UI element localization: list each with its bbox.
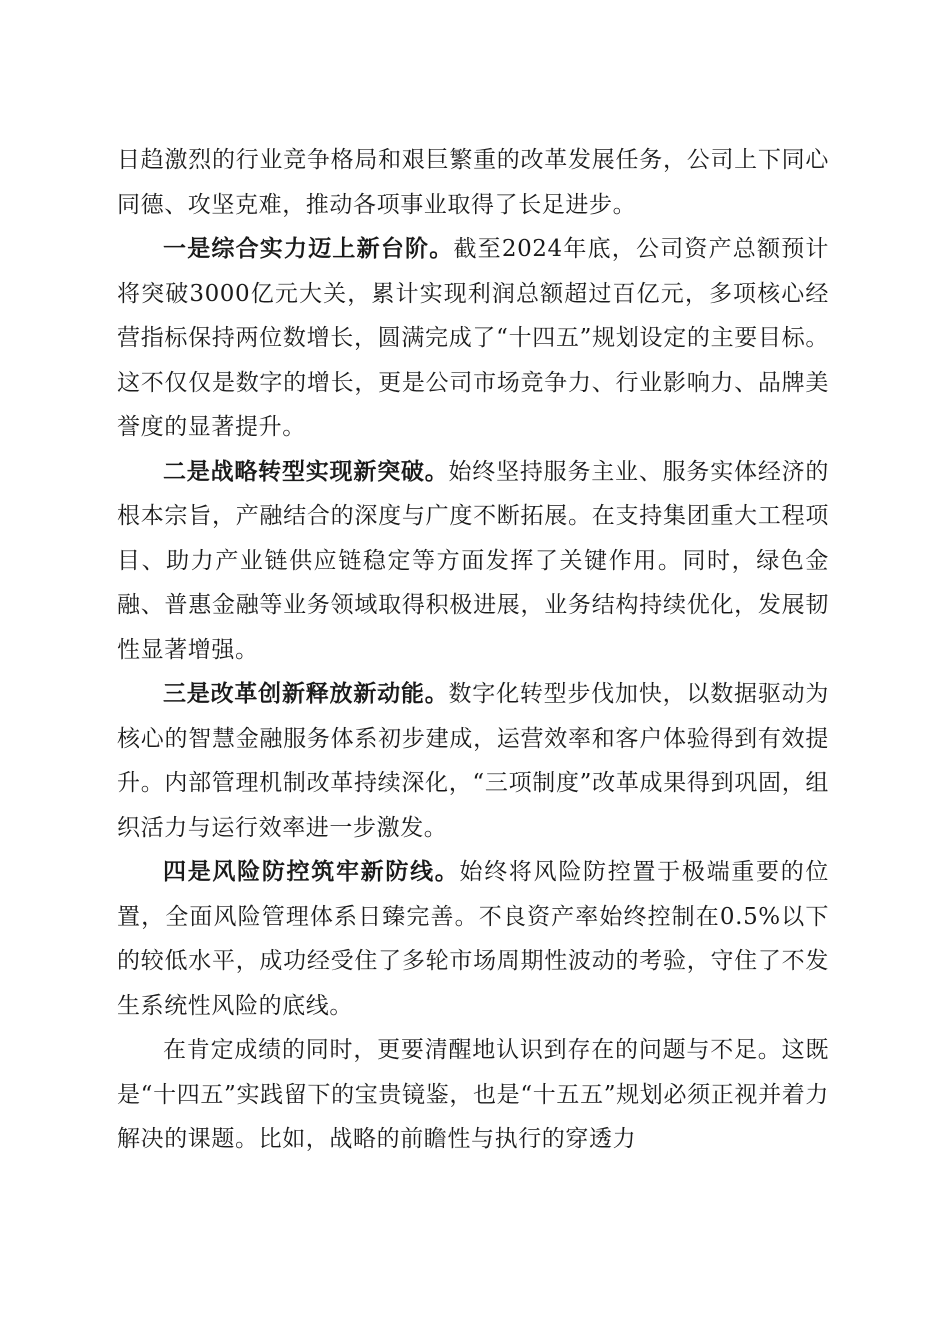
paragraph-text: 始终将风险防控置于极端重要的位置，全面风险管理体系日臻完善。不良资产率始终控制在0.5%以下的较低水平，成功经受住了多轮市场周期性波动的考验，守住了不发生系统性风险的底线。 <box>117 859 830 1019</box>
paragraph-lead: 一是综合实力迈上新台阶。 <box>163 235 454 262</box>
document-body <box>117 138 829 1162</box>
paragraph-lead: 四是风险防控筑牢新防线。 <box>163 858 460 885</box>
paragraph-text: 始终坚持服务主业、服务实体经济的根本宗旨，产融结合的深度与广度不断拓展。在支持集团重大工程项目、助力产业链供应链稳定等方面发挥了关键作用。同时，绿色金融、普惠金融等业务领域取得积极进展，业务结构持续优化，发展韧性显著增强。 <box>117 458 829 663</box>
paragraph-shortcomings <box>117 1028 829 1162</box>
paragraph-text: 在肯定成绩的同时，更要清醒地认识到存在的问题与不足。这既是“十四五”实践留下的宝贵镜鉴，也是“十五五”规划必须正视并着力解决的课题。比如，战略的前瞻性与执行的穿透力 <box>117 1037 829 1152</box>
paragraph-text: 数字化转型步伐加快，以数据驱动为核心的智慧金融服务体系初步建成，运营效率和客户体验得到有效提升。内部管理机制改革持续深化，“三项制度”改革成果得到巩固，组织活力与运行效率进一步激发。 <box>117 681 829 841</box>
paragraph-continuation <box>117 138 829 227</box>
paragraph-lead: 三是改革创新释放新动能。 <box>163 680 449 707</box>
paragraph-achievement-2 <box>117 450 829 673</box>
paragraph-text: 日趋激烈的行业竞争格局和艰巨繁重的改革发展任务，公司上下同心同德、攻坚克难，推动各项事业取得了长足进步。 <box>117 147 829 218</box>
paragraph-text: 截至2024年底，公司资产总额预计将突破3000亿元大关，累计实现利润总额超过百亿元，多项核心经营指标保持两位数增长，圆满完成了“十四五”规划设定的主要目标。这不仅仅是数字的增长，更是公司市场竞争力、行业影响力、品牌美誉度的显著提升。 <box>117 236 830 440</box>
paragraph-lead: 二是战略转型实现新突破。 <box>163 457 449 485</box>
paragraph-achievement-3 <box>117 672 829 850</box>
paragraph-achievement-4 <box>117 850 829 1028</box>
paragraph-achievement-1 <box>117 227 829 450</box>
